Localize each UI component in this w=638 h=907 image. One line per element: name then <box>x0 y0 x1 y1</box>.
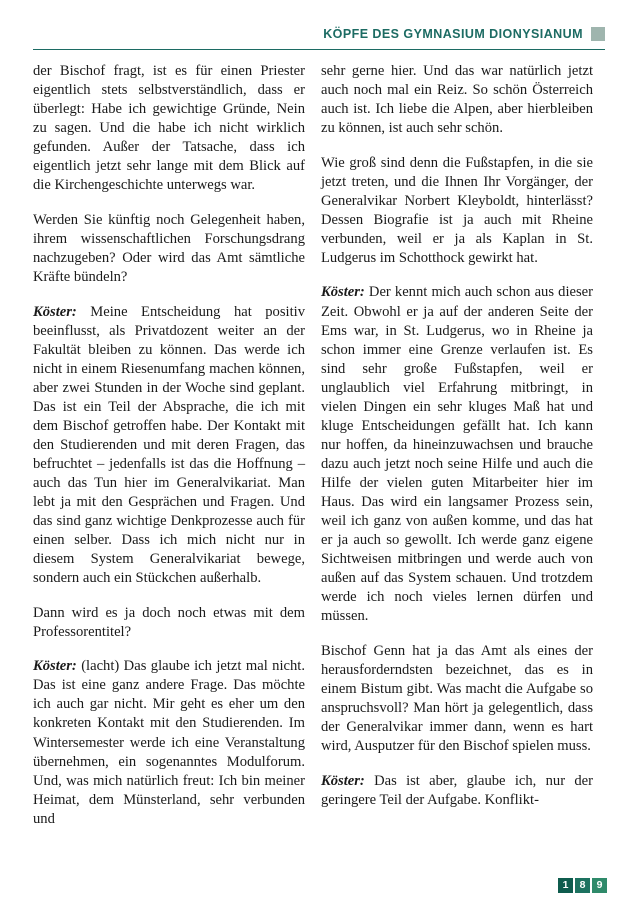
speaker-label: Köster: <box>321 772 365 789</box>
folio-digit: 1 <box>558 878 573 893</box>
running-header-title: KÖPFE DES GYMNASIUM DIONYSIANUM <box>323 26 583 41</box>
paragraph <box>33 211 305 287</box>
header-rule-divider <box>33 49 605 50</box>
paragraph-text: sehr gerne hier. Und das war natürlich jetzt auch noch mal ein Reiz. So schön Österreich auch ist. Ich liebe die Alpen, aber hierbleiben zu können, ist auch sehr schön. <box>321 63 593 137</box>
folio-digit: 9 <box>592 878 607 893</box>
body-columns <box>33 62 607 857</box>
paragraph <box>321 283 593 626</box>
speaker-label: Köster: <box>33 303 77 320</box>
paragraph <box>33 303 305 589</box>
paragraph <box>321 62 593 138</box>
speaker-label: Köster: <box>321 284 365 301</box>
paragraph-text: Bischof Genn hat ja das Amt als eines der herausforderndsten bezeichnet, das es in einem Bistum gibt. Was macht die Aufgabe so anspruchsvoll? Man hört ja gelegentlich, dass der Generalvikar immer dann, wenn es hart wird, Ausputzer für den Bischof spielen muss. <box>321 642 593 755</box>
paragraph-text: Dann wird es ja doch noch etwas mit dem Professorentitel? <box>33 604 305 640</box>
paragraph-text: der Bischof fragt, ist es für einen Priester eigentlich stets selbstverständlich, dass er überlegt: Habe ich gewichtige Gründe, Nein zu sagen. Und die habe ich nicht wirklich gefunden. Außer der Tatsache, dass ich eigentlich jetzt sehr lange mit dem Blick auf die Kirchengeschichte unterwegs war. <box>33 63 305 194</box>
folio-digit: 8 <box>575 878 590 893</box>
column-left <box>33 62 305 857</box>
paragraph <box>33 62 305 195</box>
paragraph <box>33 604 305 642</box>
paragraph-text: Wie groß sind denn die Fußstapfen, in die sie jetzt treten, und die Ihnen Ihr Vorgänger, der Generalvikar Norbert Kleyboldt, hinterlässt? Dessen Biografie ist ja auch mit Rheine verbunden, weil er ja als Kaplan in St. Ludgerus im Schotthock gewirkt hat. <box>321 154 593 266</box>
paragraph-text: Meine Entscheidung hat positiv beeinflusst, als Privatdozent weiter an der Fakultät bleiben zu können. Das werde ich nicht in einem Riesenumfang machen können, aber zwei Stunden in der Woche sind geplant. Das ist ein Teil der Absprache, die ich mit dem Bischof getroffen habe. Der Kontakt mit den Studierenden und mit deren Fragen, das befruchtet – jedenfalls ist das die Hoffnung – auch das Tun hier im Generalvikariat. Man lebt ja mit den Gesprächen und Fragen. Und das sind ganz wichtige Denkprozesse auch für einen selber. Dass ich mich nicht nur in diesem System Generalvikariat bewege, sondern auch ein Stückchen außerhalb. <box>33 303 305 587</box>
speaker-label: Köster: <box>33 658 77 675</box>
paragraph-text: Werden Sie künftig noch Gelegenheit haben, ihrem wissenschaftlichen Forschungsdrang nachzugeben? Oder wird das Amt sämtliche Kräfte bündeln? <box>33 211 305 285</box>
paragraph-text: Das ist aber, glaube ich, nur der geringere Teil der Aufgabe. Konflikt- <box>321 772 593 808</box>
header-square-icon <box>591 27 605 41</box>
paragraph <box>321 154 593 268</box>
column-right <box>321 62 593 857</box>
paragraph-text: (lacht) Das glaube ich jetzt mal nicht. Das ist eine ganz andere Frage. Das möchte ich auch gar nicht. Mir geht es eher um den konkreten Kontakt mit den Studierenden. Im Wintersemester werde ich eine Veranstaltung übernehmen, ein sogenanntes Modulforum. Und, was mich natürlich freut: Ich bin meiner Heimat, dem Münsterland, sehr verbunden und <box>33 658 305 827</box>
running-header <box>33 22 605 46</box>
page-folio <box>558 878 607 893</box>
paragraph <box>321 642 593 756</box>
paragraph-text: Der kennt mich auch schon aus dieser Zeit. Obwohl er ja auf der anderen Seite der Ems war, in St. Ludgerus, wo in Rheine ja schon immer eine Grenze verlaufen ist. Es sind sehr große Fußstapfen, weil er unglaublich viel Erfahrung mitbringt, in vielen Dingen ein sehr kluges Maß hat und kluge Entscheidungen gefällt hat. Ich kann nur hoffen, da hineinzuwachsen und brauche dazu auch jetzt noch seine Hilfe und auch die Hilfe der vielen guten Mitarbeiter hier im Haus. Das wird ein langsamer Prozess sein, weil ich ganz von außen komme, und das hat er ja auch so gewollt. Ich werde ganz eigene Sichtweisen mitbringen und werde auch von außen auf das System schauen. Und trotzdem werde ich noch vieles lernen dürfen und müssen. <box>321 284 593 625</box>
paragraph <box>321 772 593 810</box>
paragraph <box>33 657 305 828</box>
